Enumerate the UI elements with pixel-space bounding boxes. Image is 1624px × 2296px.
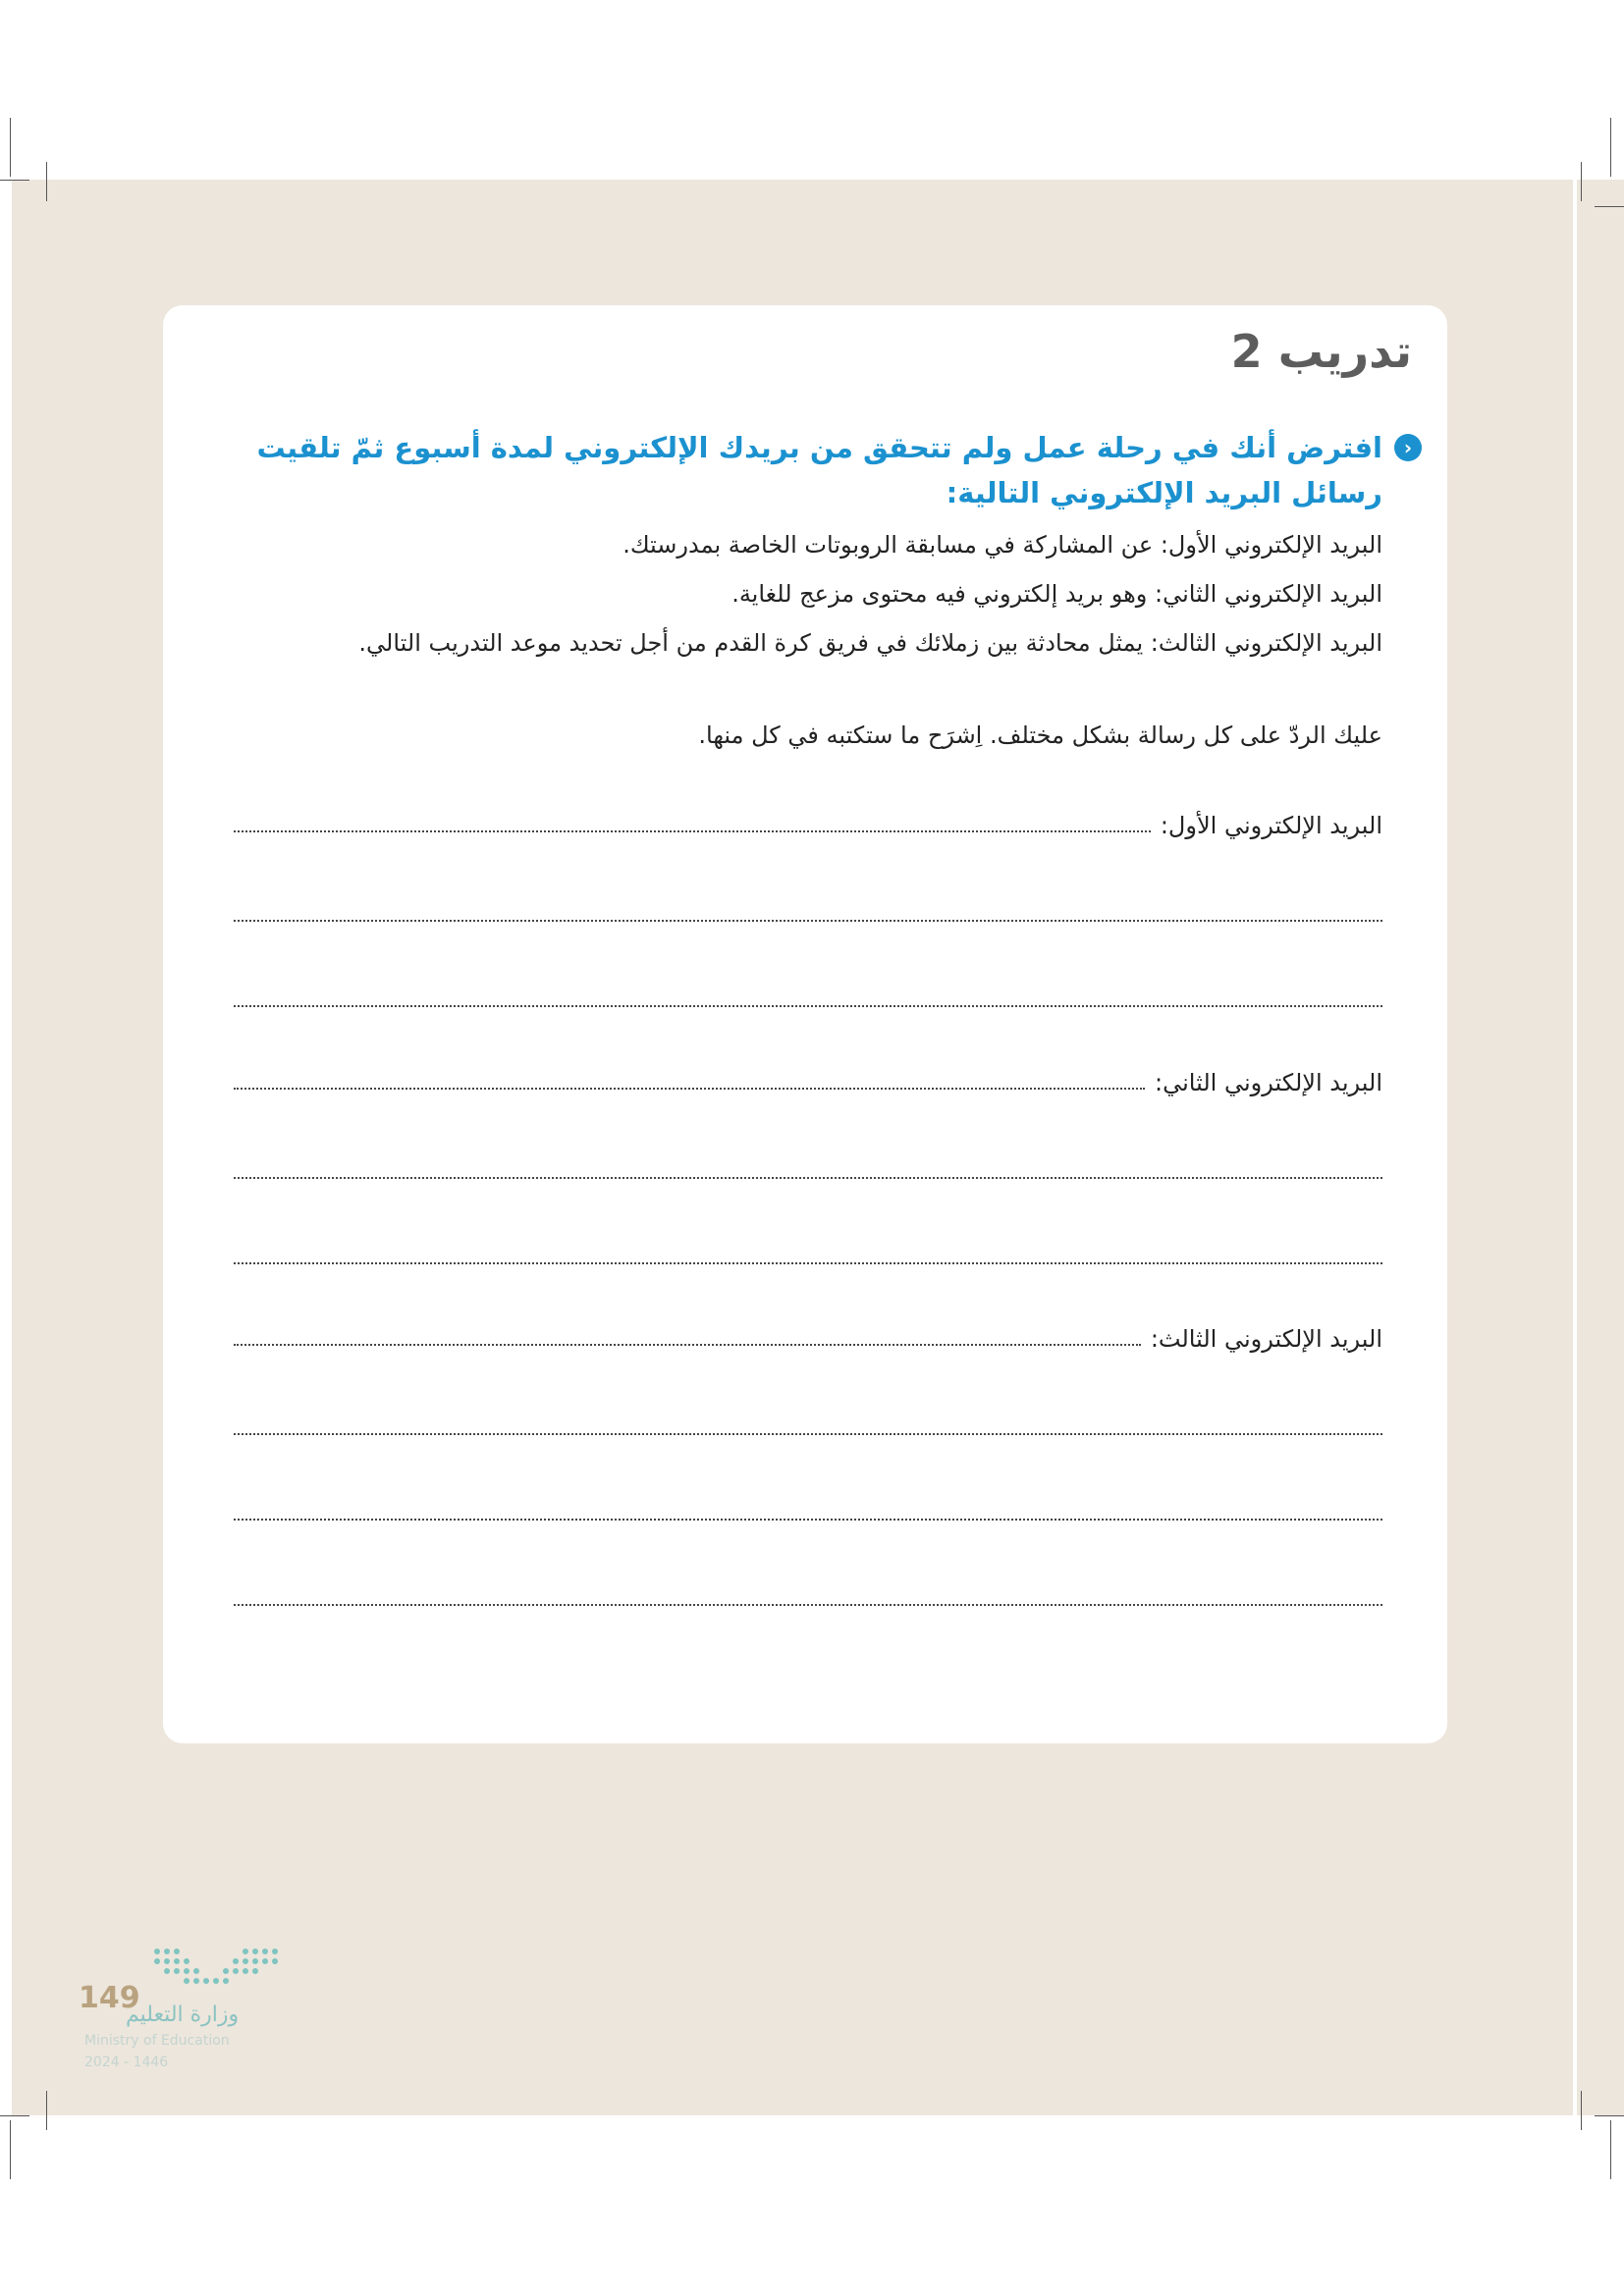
crop-mark	[1610, 118, 1611, 177]
exercise-card	[163, 305, 1447, 1743]
answer-line[interactable]	[234, 830, 1151, 832]
answer-label-3: البريد الإلكتروني الثالث:	[1150, 1325, 1382, 1353]
page-side-strip	[1577, 180, 1624, 2115]
answer-label-1: البريد الإلكتروني الأول:	[1160, 812, 1382, 839]
answer-line[interactable]	[234, 1344, 1141, 1346]
instruction-text: عليك الردّ على كل رسالة بشكل مختلف. اِشرَح ما ستكتبه في كل منها.	[698, 721, 1382, 749]
answer-line[interactable]	[234, 1177, 1382, 1179]
ministry-name-ar: وزارة التعليم	[126, 2002, 240, 2027]
crop-mark	[1581, 2091, 1582, 2130]
email-description-3: البريد الإلكتروني الثالث: يمثل محادثة بين زملائك في فريق كرة القدم من أجل تحديد موعد التدريب التالي.	[358, 629, 1382, 657]
answer-row-2[interactable]	[234, 1063, 1382, 1096]
answer-row-1[interactable]	[234, 806, 1382, 839]
crop-mark	[1595, 206, 1624, 207]
answer-line[interactable]	[234, 1262, 1382, 1264]
email-description-2: البريد الإلكتروني الثاني: وهو بريد إلكتروني فيه محتوى مزعج للغاية.	[731, 580, 1382, 608]
question-label: افترض أنك في رحلة عمل ولم تتحقق من بريدك الإلكتروني لمدة أسبوع ثمّ تلقيت رسائل البريد الإلكتروني التالية:	[256, 431, 1382, 509]
crop-mark	[0, 180, 29, 181]
answer-row-3[interactable]	[234, 1319, 1382, 1353]
crop-mark	[46, 162, 47, 201]
crop-mark	[0, 2115, 29, 2116]
chevron-left-icon: ‹	[1394, 434, 1422, 461]
crop-mark	[10, 118, 11, 177]
answer-line[interactable]	[234, 920, 1382, 922]
crop-mark	[46, 2091, 47, 2130]
crop-mark	[10, 2120, 11, 2179]
answer-line[interactable]	[234, 1519, 1382, 1521]
page-title: تدريب 2	[1230, 325, 1412, 378]
crop-mark	[1610, 2120, 1611, 2179]
page-number: 149	[79, 1981, 140, 2015]
answer-line[interactable]	[234, 1088, 1145, 1090]
edition-year: 2024 - 1446	[84, 2055, 169, 2070]
answer-line[interactable]	[234, 1005, 1382, 1007]
crop-mark	[1595, 2115, 1624, 2116]
answer-line[interactable]	[234, 1433, 1382, 1435]
crop-mark	[1581, 162, 1582, 201]
answer-label-2: البريد الإلكتروني الثاني:	[1155, 1069, 1382, 1096]
answer-line[interactable]	[234, 1604, 1382, 1606]
question-text	[204, 425, 1413, 515]
ministry-name-en: Ministry of Education	[84, 2033, 230, 2049]
email-description-1: البريد الإلكتروني الأول: عن المشاركة في مسابقة الروبوتات الخاصة بمدرستك.	[623, 531, 1382, 559]
